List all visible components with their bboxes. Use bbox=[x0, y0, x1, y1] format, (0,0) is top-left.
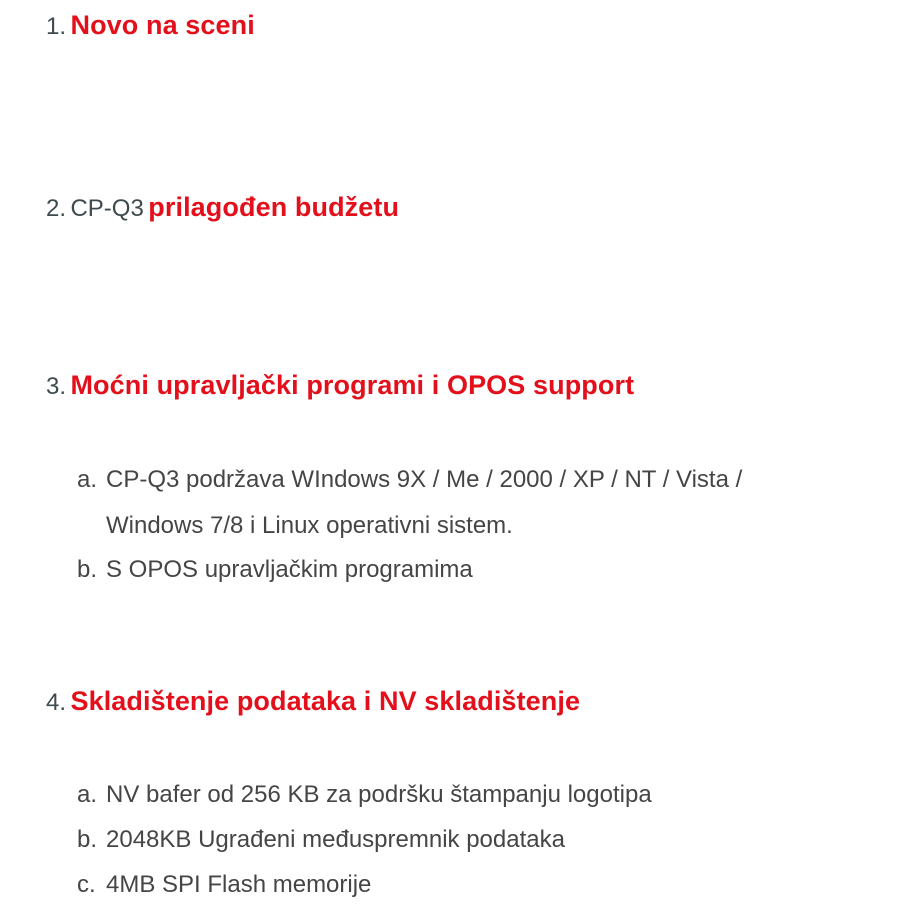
sub-item-text: S OPOS upravljačkim programima bbox=[106, 556, 473, 583]
item-prefix: CP-Q3 bbox=[70, 195, 144, 222]
sub-item-text: 2048KB Ugrađeni međuspremnik podataka bbox=[106, 826, 565, 853]
sub-item-letter: c. bbox=[77, 871, 96, 898]
list-item-2 bbox=[46, 192, 399, 223]
sub-item-text-continued: Windows 7/8 i Linux operativni sistem. bbox=[106, 512, 513, 539]
sub-item-4a bbox=[77, 772, 652, 818]
sub-item-3a bbox=[77, 457, 742, 549]
item-heading: Moćni upravljački programi i OPOS support bbox=[70, 370, 635, 400]
sub-item-4c bbox=[77, 862, 371, 908]
sub-item-text: NV bafer od 256 KB za podršku štampanju logotipa bbox=[106, 781, 652, 808]
sub-item-text: CP-Q3 podržava WIndows 9X / Me / 2000 / XP / NT / Vista / bbox=[106, 466, 743, 493]
sub-item-3b bbox=[77, 547, 473, 593]
item-number: 4. bbox=[46, 689, 67, 716]
list-item-1 bbox=[46, 10, 255, 41]
sub-item-text: 4MB SPI Flash memorije bbox=[106, 871, 372, 898]
item-heading: Skladištenje podataka i NV skladištenje bbox=[70, 686, 581, 716]
item-number: 2. bbox=[46, 195, 67, 222]
sub-item-letter: b. bbox=[77, 556, 98, 583]
sub-item-4b bbox=[77, 817, 565, 863]
list-item-4 bbox=[46, 686, 580, 717]
item-heading: prilagođen budžetu bbox=[148, 192, 400, 222]
sub-item-letter: b. bbox=[77, 826, 98, 853]
sub-item-letter: a. bbox=[77, 781, 98, 808]
item-heading: Novo na sceni bbox=[70, 10, 255, 40]
list-item-3 bbox=[46, 370, 634, 401]
sub-item-letter: a. bbox=[77, 466, 98, 493]
item-number: 3. bbox=[46, 373, 67, 400]
item-number: 1. bbox=[46, 13, 67, 40]
